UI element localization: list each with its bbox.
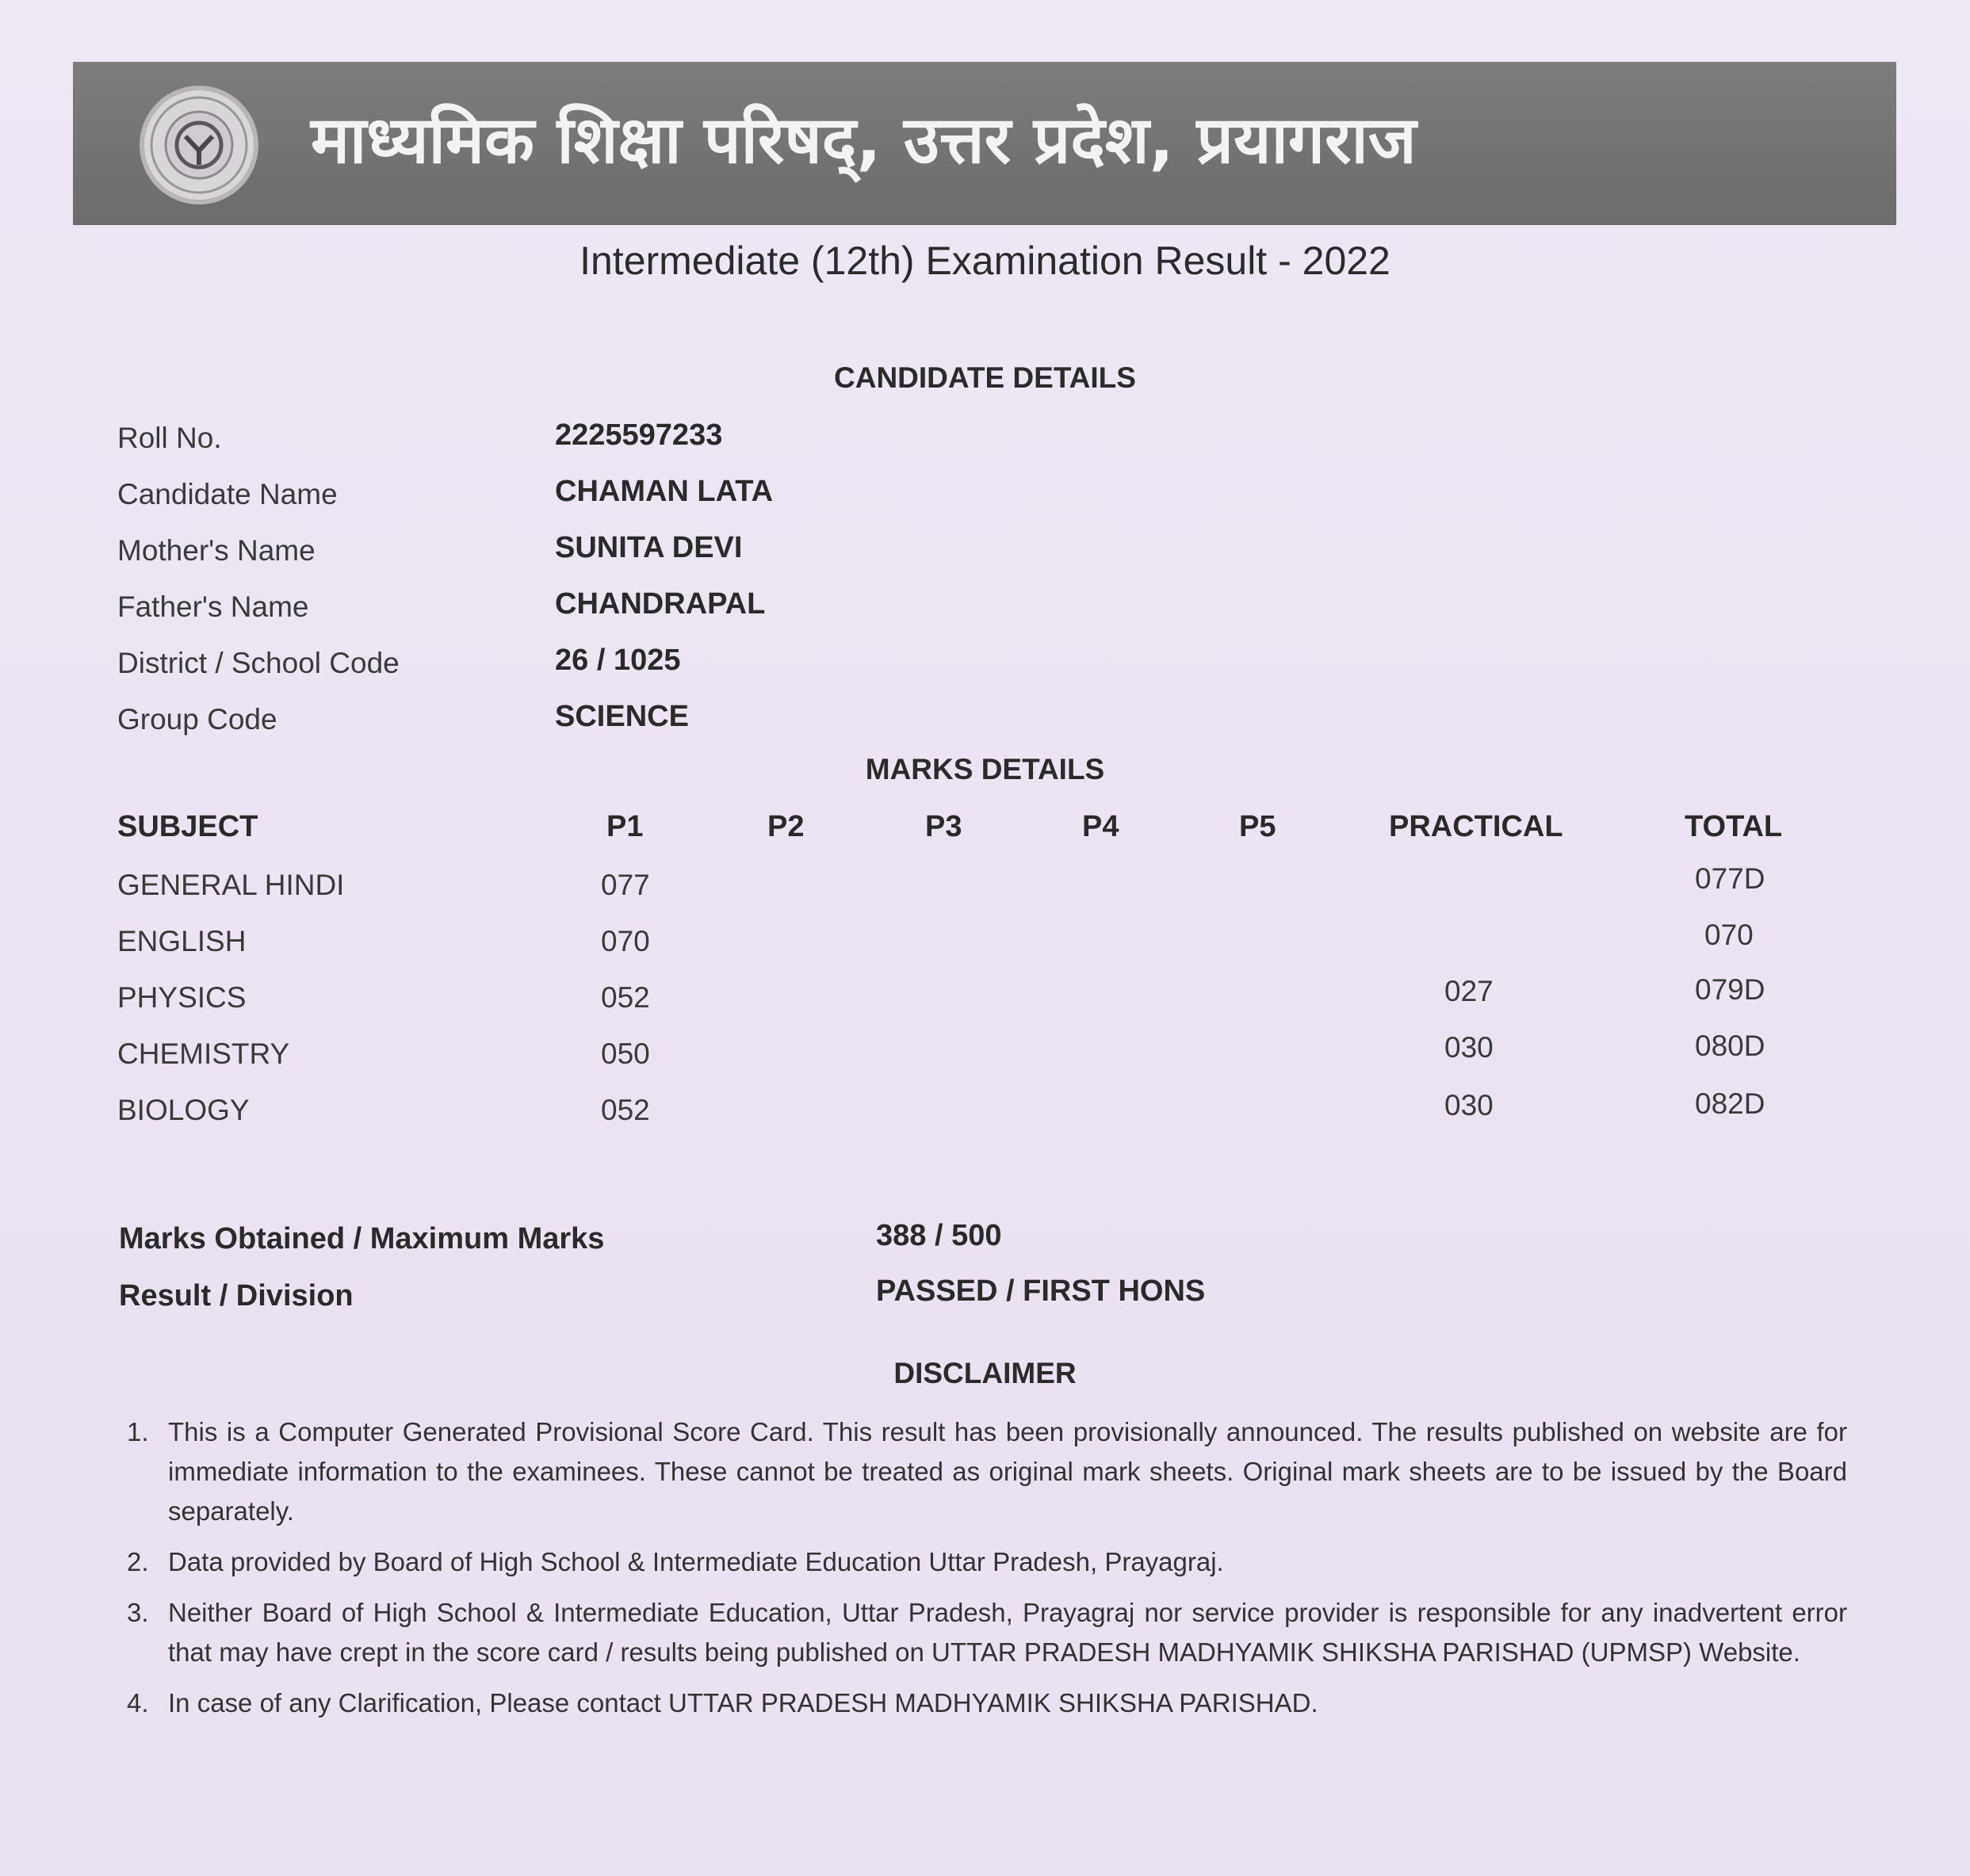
candidate-details-heading: CANDIDATE DETAILS [834,361,1136,394]
group-code-value: SCIENCE [555,700,689,733]
disclaimer-list [127,1412,1847,1734]
p1-cell: 052 [601,1094,650,1126]
list-item-number: 4. [127,1688,149,1717]
candidate-name-value: CHAMAN LATA [555,475,774,508]
practical-cell: 027 [1444,975,1494,1007]
list-item-number: 2. [127,1547,149,1576]
col-p4: P4 [1082,810,1119,843]
col-p5: P5 [1239,810,1276,843]
total-cell: 082D [1695,1087,1765,1120]
candidate-name-label: Candidate Name [117,478,338,510]
p1-cell: 077 [601,869,650,901]
disclaimer-heading: DISCLAIMER [893,1357,1077,1389]
col-practical: PRACTICAL [1389,810,1563,843]
father-name-value: CHANDRAPAL [555,587,766,621]
father-name-row [117,587,1861,638]
father-name-label: Father's Name [117,590,309,623]
practical-cell: 030 [1444,1031,1494,1064]
p1-cell: 052 [601,981,650,1014]
col-p1: P1 [606,810,644,843]
table-row [0,919,1970,972]
col-p2: P2 [767,810,805,843]
col-subject: SUBJECT [117,810,258,843]
total-cell: 077D [1695,862,1765,895]
list-item [127,1412,1847,1531]
list-item [127,1683,1847,1723]
table-row [0,1087,1970,1141]
p1-cell: 070 [601,925,650,957]
total-cell: 079D [1695,973,1765,1006]
exam-title: Intermediate (12th) Examination Result - 2022 [580,239,1390,283]
result-division-value: PASSED / FIRST HONS [876,1274,1206,1308]
subject-cell: GENERAL HINDI [117,869,345,901]
group-code-label: Group Code [117,703,277,735]
list-item-text: Neither Board of High School & Intermediate Education, Uttar Pradesh, Prayagraj nor service provider is responsible for any inadvertent error that may have crept in the score card / results being published on UTTAR PRADESH MADHYAMIK SHIKSHA PARISHAD (UPMSP) Website. [168,1598,1847,1667]
table-row [0,862,1970,916]
result-division-label: Result / Division [119,1279,354,1312]
list-item-number: 1. [127,1417,149,1446]
mother-name-row [117,531,1861,582]
total-cell: 080D [1695,1030,1765,1062]
table-row [0,973,1970,1029]
roll-no-value: 2225597233 [555,418,723,452]
header-banner [73,62,1896,225]
marks-details-heading: MARKS DETAILS [865,753,1105,785]
list-item-number: 3. [127,1598,149,1627]
table-row [0,1030,1970,1085]
mother-name-label: Mother's Name [117,534,316,567]
list-item-text: In case of any Clarification, Please contact UTTAR PRADESH MADHYAMIK SHIKSHA PARISHAD. [168,1688,1318,1717]
board-title: माध्यमिक शिक्षा परिषद्, उत्तर प्रदेश, प्रयागराज [311,103,1417,178]
roll-no-row [117,418,1861,469]
list-item-text: Data provided by Board of High School & Intermediate Education Uttar Pradesh, Prayagraj. [168,1547,1224,1576]
school-code-label: District / School Code [117,647,400,679]
subject-cell: CHEMISTRY [117,1037,290,1070]
total-cell: 070 [1704,919,1754,951]
marks-obtained-value: 388 / 500 [876,1219,1002,1252]
col-total: TOTAL [1685,810,1783,843]
candidate-name-row [117,475,1861,525]
school-code-row [117,644,1861,694]
upmsp-seal-icon [140,86,258,204]
subject-cell: ENGLISH [117,925,247,957]
practical-cell: 030 [1444,1089,1494,1121]
p1-cell: 050 [601,1037,650,1070]
list-item [127,1542,1847,1582]
roll-no-label: Roll No. [117,422,222,454]
group-code-row [117,700,1861,751]
marks-obtained-label: Marks Obtained / Maximum Marks [119,1222,605,1255]
school-code-value: 26 / 1025 [555,644,681,677]
subject-cell: PHYSICS [117,981,247,1014]
list-item-text: This is a Computer Generated Provisional Score Card. This result has been provisionally announced. The results published on website are for immediate information to the examinees. These cannot be treated as original mark sheets. Original mark sheets are to be issued by the Board separately. [168,1417,1847,1526]
list-item [127,1593,1847,1672]
mother-name-value: SUNITA DEVI [555,531,743,564]
col-p3: P3 [925,810,962,843]
subject-cell: BIOLOGY [117,1094,250,1126]
